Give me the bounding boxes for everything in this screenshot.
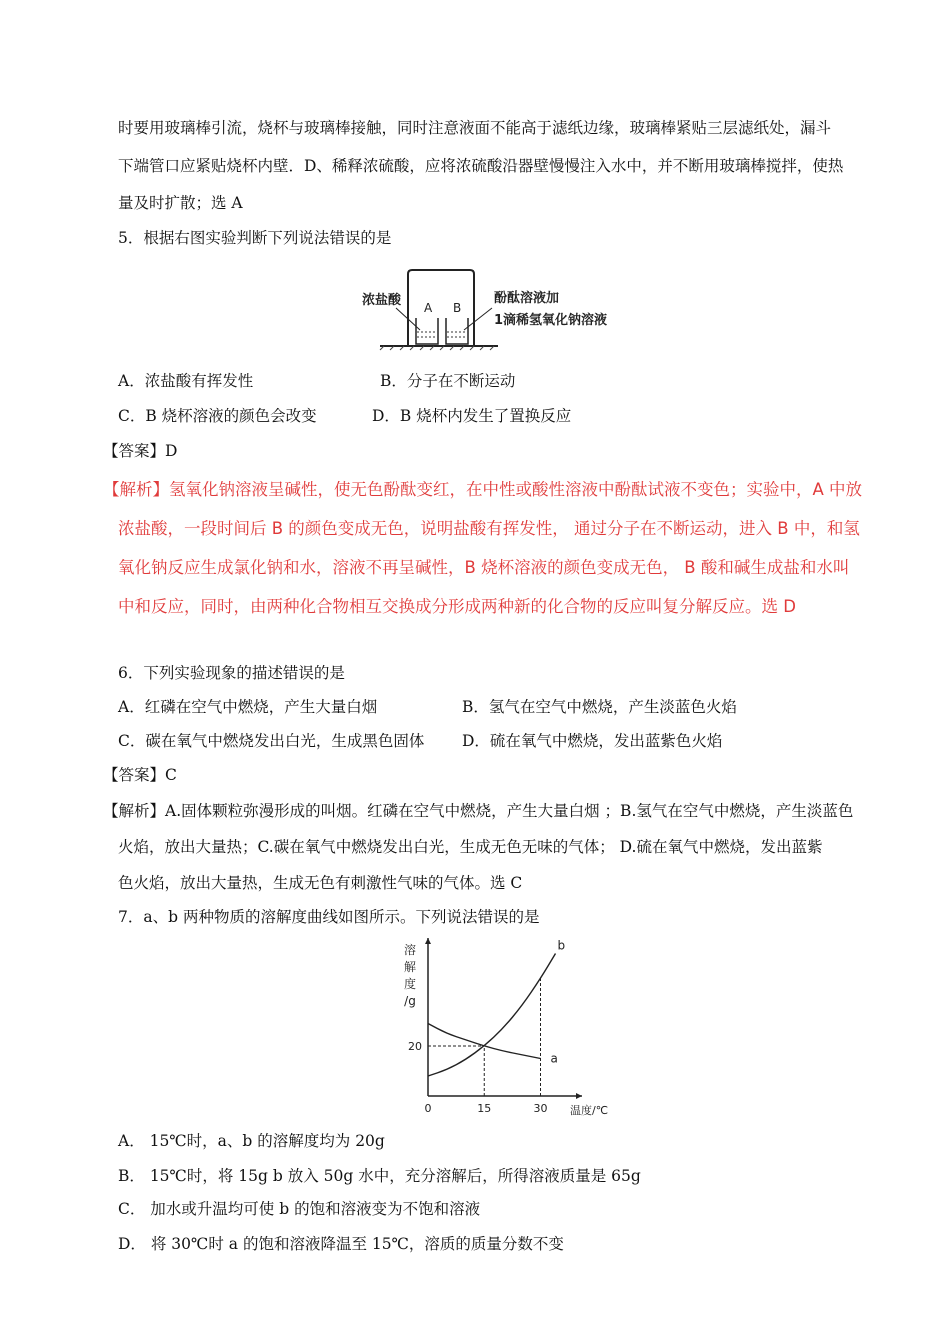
q5-stem: 5．根据右图实验判断下列说法错误的是 <box>118 229 392 247</box>
y-axis-label-char: /g <box>404 994 416 1008</box>
y-axis-label-char: 溶 <box>403 943 417 957</box>
x-axis-arrow <box>576 1093 582 1099</box>
x-tick-label: 15 <box>477 1102 492 1115</box>
y-axis-label-char: 解 <box>403 960 417 974</box>
q7-option-a: A． 15℃时，a、b 的溶解度均为 20g <box>118 1132 385 1150</box>
x-tick-label: 0 <box>424 1102 432 1115</box>
series-b-label: b <box>557 938 566 953</box>
q6-option-a: A．红磷在空气中燃烧，产生大量白烟 <box>118 698 378 716</box>
q7-option-c: C． 加水或升温均可使 b 的饱和溶液变为不饱和溶液 <box>118 1200 481 1218</box>
prev-analysis-line-2: 下端管口应紧贴烧杯内壁．D、稀释浓硫酸，应将浓硫酸沿器壁慢慢注入水中，并不断用玻璃棒搅拌，使热 <box>118 157 844 175</box>
q5-option-a: A．浓盐酸有挥发性 <box>118 372 254 390</box>
q6-analysis-line-3: 色火焰，放出大量热，生成无色有刺激性气味的气体。选 C <box>118 874 523 892</box>
q6-stem: 6．下列实验现象的描述错误的是 <box>118 664 345 682</box>
beaker-a-label: A <box>424 301 433 315</box>
x-axis-label: 温度/℃ <box>570 1104 609 1117</box>
y-axis-arrow <box>425 938 431 944</box>
q5-answer: 【答案】D <box>103 442 178 460</box>
q5-analysis-line-2: 浓盐酸，一段时间后 B 的颜色变成无色，说明盐酸有挥发性， 通过分子在不断运动，进入 B 中，和氢 <box>118 519 860 538</box>
q6-analysis-line-1: 【解析】A.固体颗粒弥漫形成的叫烟。红磷在空气中燃烧，产生大量白烟 ；B.氢气在空气中燃烧，产生淡蓝色 <box>103 802 854 820</box>
right-label-2: 1滴稀氢氧化钠溶液 <box>494 313 608 328</box>
beaker-b-label: B <box>453 301 462 315</box>
y-axis-label-char: 度 <box>403 977 417 991</box>
q5-option-d: D．B 烧杯内发生了置换反应 <box>372 407 572 425</box>
q6-option-b: B．氢气在空气中燃烧，产生淡蓝色火焰 <box>462 698 737 716</box>
prev-analysis-line-1: 时要用玻璃棒引流，烧杯与玻璃棒接触，同时注意液面不能高于滤纸边缘，玻璃棒紧贴三层滤纸处，漏斗 <box>118 119 832 137</box>
q6-analysis-line-2: 火焰，放出大量热；C.碳在氧气中燃烧发出白光，生成无色无味的气体； D.硫在氧气中燃烧，发出蓝紫 <box>118 838 823 856</box>
q7-option-b: B． 15℃时，将 15g b 放入 50g 水中，充分溶解后，所得溶液质量是 65g <box>118 1167 641 1185</box>
q5-option-c: C．B 烧杯溶液的颜色会改变 <box>118 407 317 425</box>
y-tick-label: 20 <box>408 1040 422 1053</box>
left-label: 浓盐酸 <box>362 293 402 308</box>
q6-option-c: C．碳在氧气中燃烧发出白光，生成黑色固体 <box>118 732 425 750</box>
q5-analysis-line-4: 中和反应，同时，由两种化合物相互交换成分形成两种新的化合物的反应叫复分解反应。选 D <box>118 597 796 616</box>
solubility-chart <box>378 936 609 1118</box>
series-a-label: a <box>550 1051 558 1066</box>
q7-option-d: D． 将 30℃时 a 的饱和溶液降温至 15℃，溶质的质量分数不变 <box>118 1235 564 1253</box>
q5-experiment-figure <box>360 268 630 350</box>
q6-option-d: D．硫在氧气中燃烧，发出蓝紫色火焰 <box>462 732 723 750</box>
q6-answer: 【答案】C <box>103 766 177 784</box>
q5-option-b: B．分子在不断运动 <box>380 372 516 390</box>
right-label-1: 酚酞溶液加 <box>494 291 560 306</box>
x-tick-label: 30 <box>533 1102 548 1115</box>
q7-stem: 7．a、b 两种物质的溶解度曲线如图所示。下列说法错误的是 <box>118 908 540 926</box>
q5-analysis-line-3: 氧化钠反应生成氯化钠和水，溶液不再呈碱性，B 烧杯溶液的颜色变成无色， B 酸和碱生成盐和水叫 <box>118 558 850 577</box>
prev-analysis-line-3: 量及时扩散；选 A <box>118 194 243 212</box>
q5-analysis-line-1: 【解析】氢氧化钠溶液呈碱性，使无色酚酞变红，在中性或酸性溶液中酚酞试液不变色；实验中，A 中放 <box>103 480 863 499</box>
